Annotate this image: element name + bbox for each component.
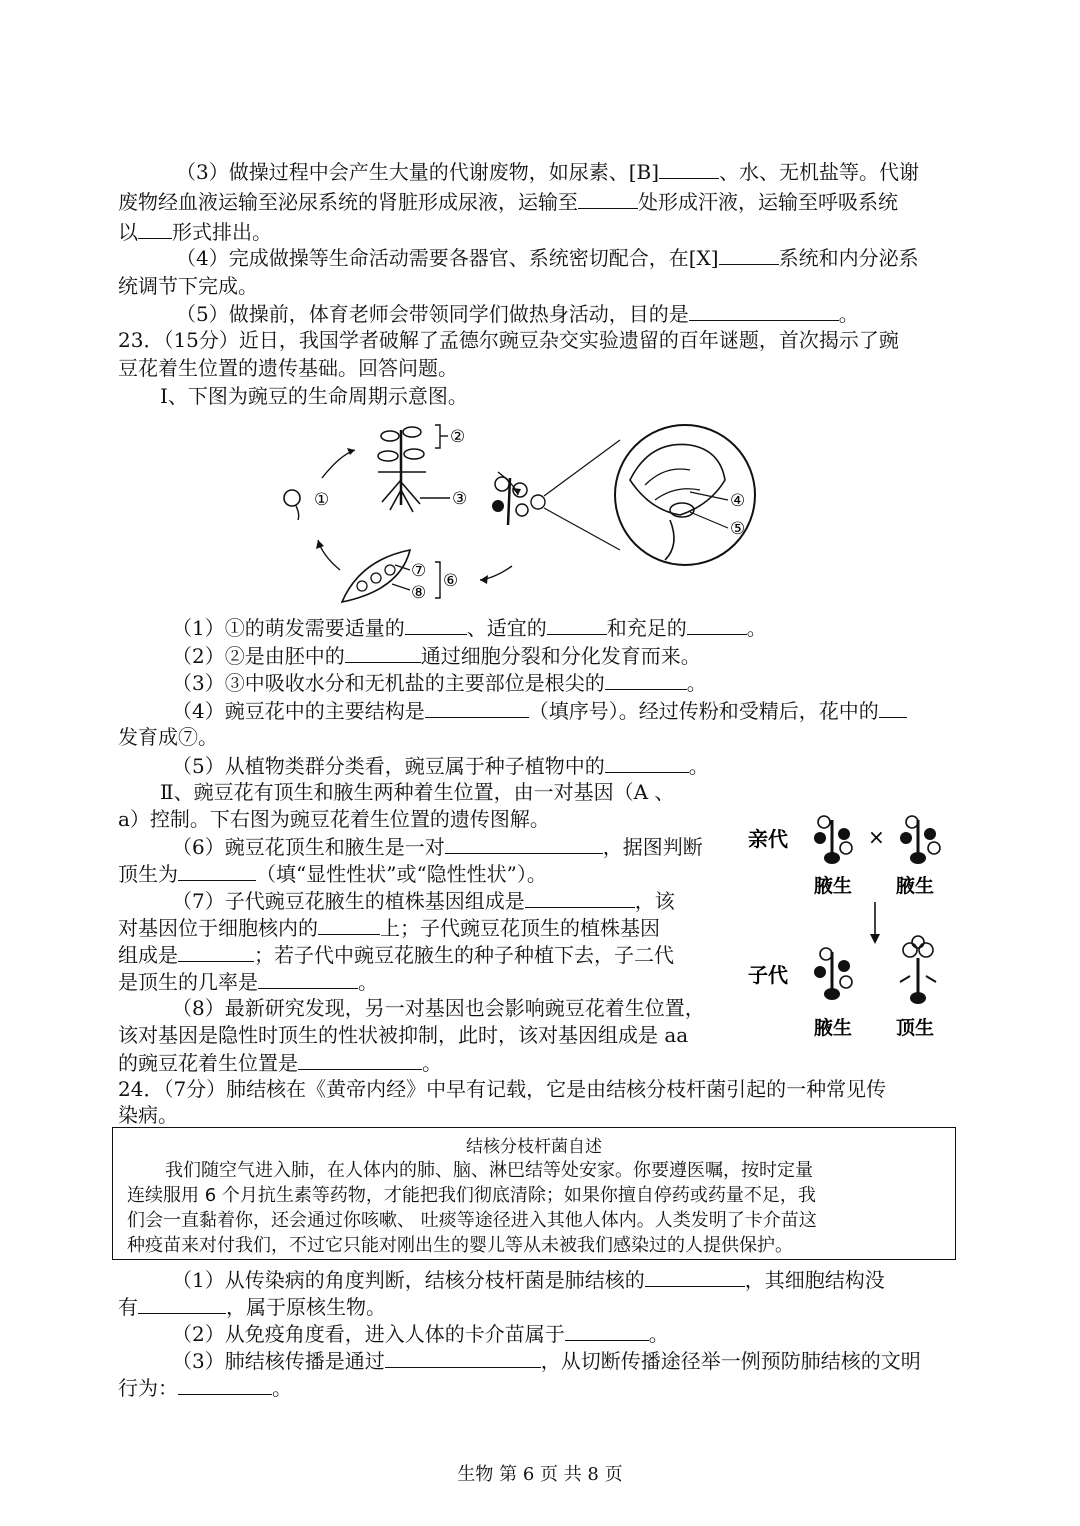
diagram-label-7: ⑦	[411, 561, 427, 581]
cross-symbol: ×	[868, 825, 885, 849]
box-line-2: 连续服用 6 个月抗生素等药物，才能把我们彻底清除；如果你擅自停药或药量不足，我	[127, 1185, 816, 1206]
answer-blank[interactable]	[578, 188, 638, 209]
answer-blank[interactable]	[138, 218, 172, 239]
q23-sub6-line1: （6）豌豆花顶生和腋生是一对 ，据图判断	[172, 835, 703, 859]
q23-sub7-line1: （7）子代豌豆花腋生的植株基因组成是 ，该	[172, 889, 675, 913]
answer-blank[interactable]	[138, 1293, 226, 1314]
box-line-1: 我们随空气进入肺，在人体内的肺、脑、淋巴结等处安家。你要遵医嘱，按时定量	[165, 1160, 813, 1181]
genetics-inheritance-diagram	[740, 810, 970, 1050]
diagram-label-5: ⑤	[730, 519, 746, 539]
q23-sub4-line1: （4）豌豆花中的主要结构是 （填序号）。经过传粉和受精后，花中的	[172, 697, 907, 724]
q23-sub5: （5）从植物类群分类看，豌豆属于种子植物中的 。	[172, 754, 709, 778]
box-line-4: 种疫苗来对付我们，不过它只能对刚出生的婴儿等从未被我们感染过的人提供保护。	[127, 1235, 793, 1256]
parent-generation-label: 亲代	[748, 827, 788, 851]
answer-blank[interactable]	[645, 1266, 745, 1287]
q22-part3-line1: （3）做操过程中会产生大量的代谢废物，如尿素、[B] 、水、无机盐等。代谢	[176, 160, 920, 184]
q23-sub7-line2: 对基因位于细胞核内的 上；子代豌豆花顶生的植株基因	[118, 916, 660, 940]
answer-blank[interactable]	[445, 833, 603, 854]
answer-blank[interactable]	[525, 887, 635, 908]
q23-part2-line1: Ⅱ、豌豆花有顶生和腋生两种着生位置，由一对基因（A 、	[160, 780, 675, 804]
parent2-trait: 腋生	[896, 875, 935, 897]
q23-sub7-line3: 组成是 ；若子代中豌豆花腋生的种子种植下去，子二代	[118, 943, 674, 967]
q23-sub6-line2: 顶生为 （填“显性性状”或“隐性性状”）。	[118, 862, 547, 886]
q23-sub8-line1: （8）最新研究发现，另一对基因也会影响豌豆花着生位置，	[172, 996, 705, 1020]
q23-part1-title: Ⅰ、下图为豌豆的生命周期示意图。	[160, 384, 468, 408]
q24-heading-line2: 染病。	[118, 1103, 178, 1127]
seedling-icon	[378, 427, 426, 512]
answer-blank[interactable]	[605, 752, 689, 773]
q23-sub3: （3）③中吸收水分和无机盐的主要部位是根尖的 。	[172, 671, 707, 695]
pea-pod-icon	[342, 550, 410, 602]
answer-blank[interactable]	[605, 669, 687, 690]
offspring-generation-label: 子代	[748, 963, 788, 987]
q22-part5: （5）做操前，体育老师会带领同学们做热身活动，目的是 。	[176, 302, 859, 326]
answer-blank[interactable]	[547, 614, 607, 635]
q24-sub3-line2: 行为： 。	[118, 1376, 292, 1400]
plant-axillary-icon	[814, 948, 852, 1000]
q23-sub8-line2: 该对基因是隐性时顶生的性状被抑制，此时，该对基因组成是 aa	[118, 1023, 689, 1047]
answer-blank[interactable]	[687, 614, 747, 635]
q23-sub4-line2: 发育成⑦。	[118, 725, 218, 749]
flowering-plant-icon	[492, 477, 545, 525]
child2-trait: 顶生	[896, 1017, 935, 1039]
box-title: 结核分枝杆菌自述	[466, 1137, 602, 1157]
q24-heading-line1: 24．（7分）肺结核在《黄帝内经》中早有记载，它是由结核分枝杆菌引起的一种常见传	[118, 1077, 887, 1101]
answer-blank[interactable]	[405, 614, 467, 635]
q24-sub1-line1: （1）从传染病的角度判断，结核分枝杆菌是肺结核的 ，其细胞结构没	[172, 1268, 885, 1292]
q23-sub2: （2）②是由胚中的 通过细胞分裂和分化发育而来。	[172, 644, 701, 668]
q23-sub7-line4: 是顶生的几率是 。	[118, 970, 378, 994]
plant-axillary-icon	[814, 816, 852, 864]
answer-blank[interactable]	[385, 1347, 541, 1368]
q24-sub2: （2）从免疫角度看，进入人体的卡介苗属于 。	[172, 1322, 669, 1346]
q24-sub3-line1: （3）肺结核传播是通过 ，从切断传播途径举一例预防肺结核的文明	[172, 1349, 921, 1373]
answer-blank[interactable]	[258, 968, 358, 989]
diagram-label-4: ④	[730, 491, 746, 511]
plant-terminal-icon	[900, 936, 936, 1004]
answer-blank[interactable]	[345, 642, 421, 663]
q22-part3-line2: 废物经血液运输至泌尿系统的肾脏形成尿液，运输至 处形成汗液，运输至呼吸系统	[118, 190, 898, 214]
diagram-label-3: ③	[452, 489, 468, 509]
box-line-3: 们会一直黏着你，还会通过你咳嗽、 吐痰等途径进入其他人体内。人类发明了卡介苗这	[127, 1210, 817, 1231]
q23-sub8-line3: 的豌豆花着生位置是 。	[118, 1051, 442, 1075]
diagram-label-8: ⑧	[411, 583, 427, 603]
answer-blank[interactable]	[565, 1320, 649, 1341]
child1-trait: 腋生	[814, 1017, 853, 1039]
answer-blank[interactable]	[425, 697, 529, 718]
q23-heading-line2: 豆花着生位置的遗传基础。回答问题。	[118, 356, 458, 380]
answer-blank[interactable]	[178, 941, 254, 962]
q23-heading-line1: 23．（15分）近日，我国学者破解了孟德尔豌豆杂交实验遗留的百年谜题，首次揭示了豌	[118, 328, 899, 352]
answer-blank[interactable]	[719, 244, 779, 265]
answer-blank[interactable]	[659, 158, 719, 179]
answer-blank[interactable]	[178, 1374, 272, 1395]
pea-life-cycle-diagram	[270, 410, 790, 610]
parent1-trait: 腋生	[814, 875, 853, 897]
seed-icon	[284, 490, 300, 520]
q24-sub1-line2: 有 ，属于原核生物。	[118, 1295, 386, 1319]
page-footer: 生物 第 6 页 共 8 页	[457, 1464, 623, 1485]
answer-blank[interactable]	[318, 914, 380, 935]
answer-blank[interactable]	[298, 1049, 422, 1070]
q22-part3-line3: 以 形式排出。	[118, 220, 272, 244]
q22-part4-line1: （4）完成做操等生命活动需要各器官、系统密切配合，在[X] 系统和内分泌系	[176, 246, 919, 270]
answer-blank[interactable]	[689, 300, 839, 321]
q23-sub1: （1）①的萌发需要适量的 、适宜的 和充足的 。	[172, 616, 767, 640]
bacteria-self-description-box	[112, 1127, 956, 1260]
q22-part4-line2: 统调节下完成。	[118, 274, 258, 298]
diagram-label-1: ①	[314, 490, 330, 510]
diagram-label-2: ②	[450, 427, 466, 447]
answer-blank[interactable]	[178, 860, 256, 881]
diagram-label-6: ⑥	[443, 571, 459, 591]
plant-axillary-icon	[900, 816, 940, 864]
q23-part2-line2: a）控制。下右图为豌豆花着生位置的遗传图解。	[118, 807, 550, 831]
answer-blank[interactable]	[879, 697, 907, 718]
